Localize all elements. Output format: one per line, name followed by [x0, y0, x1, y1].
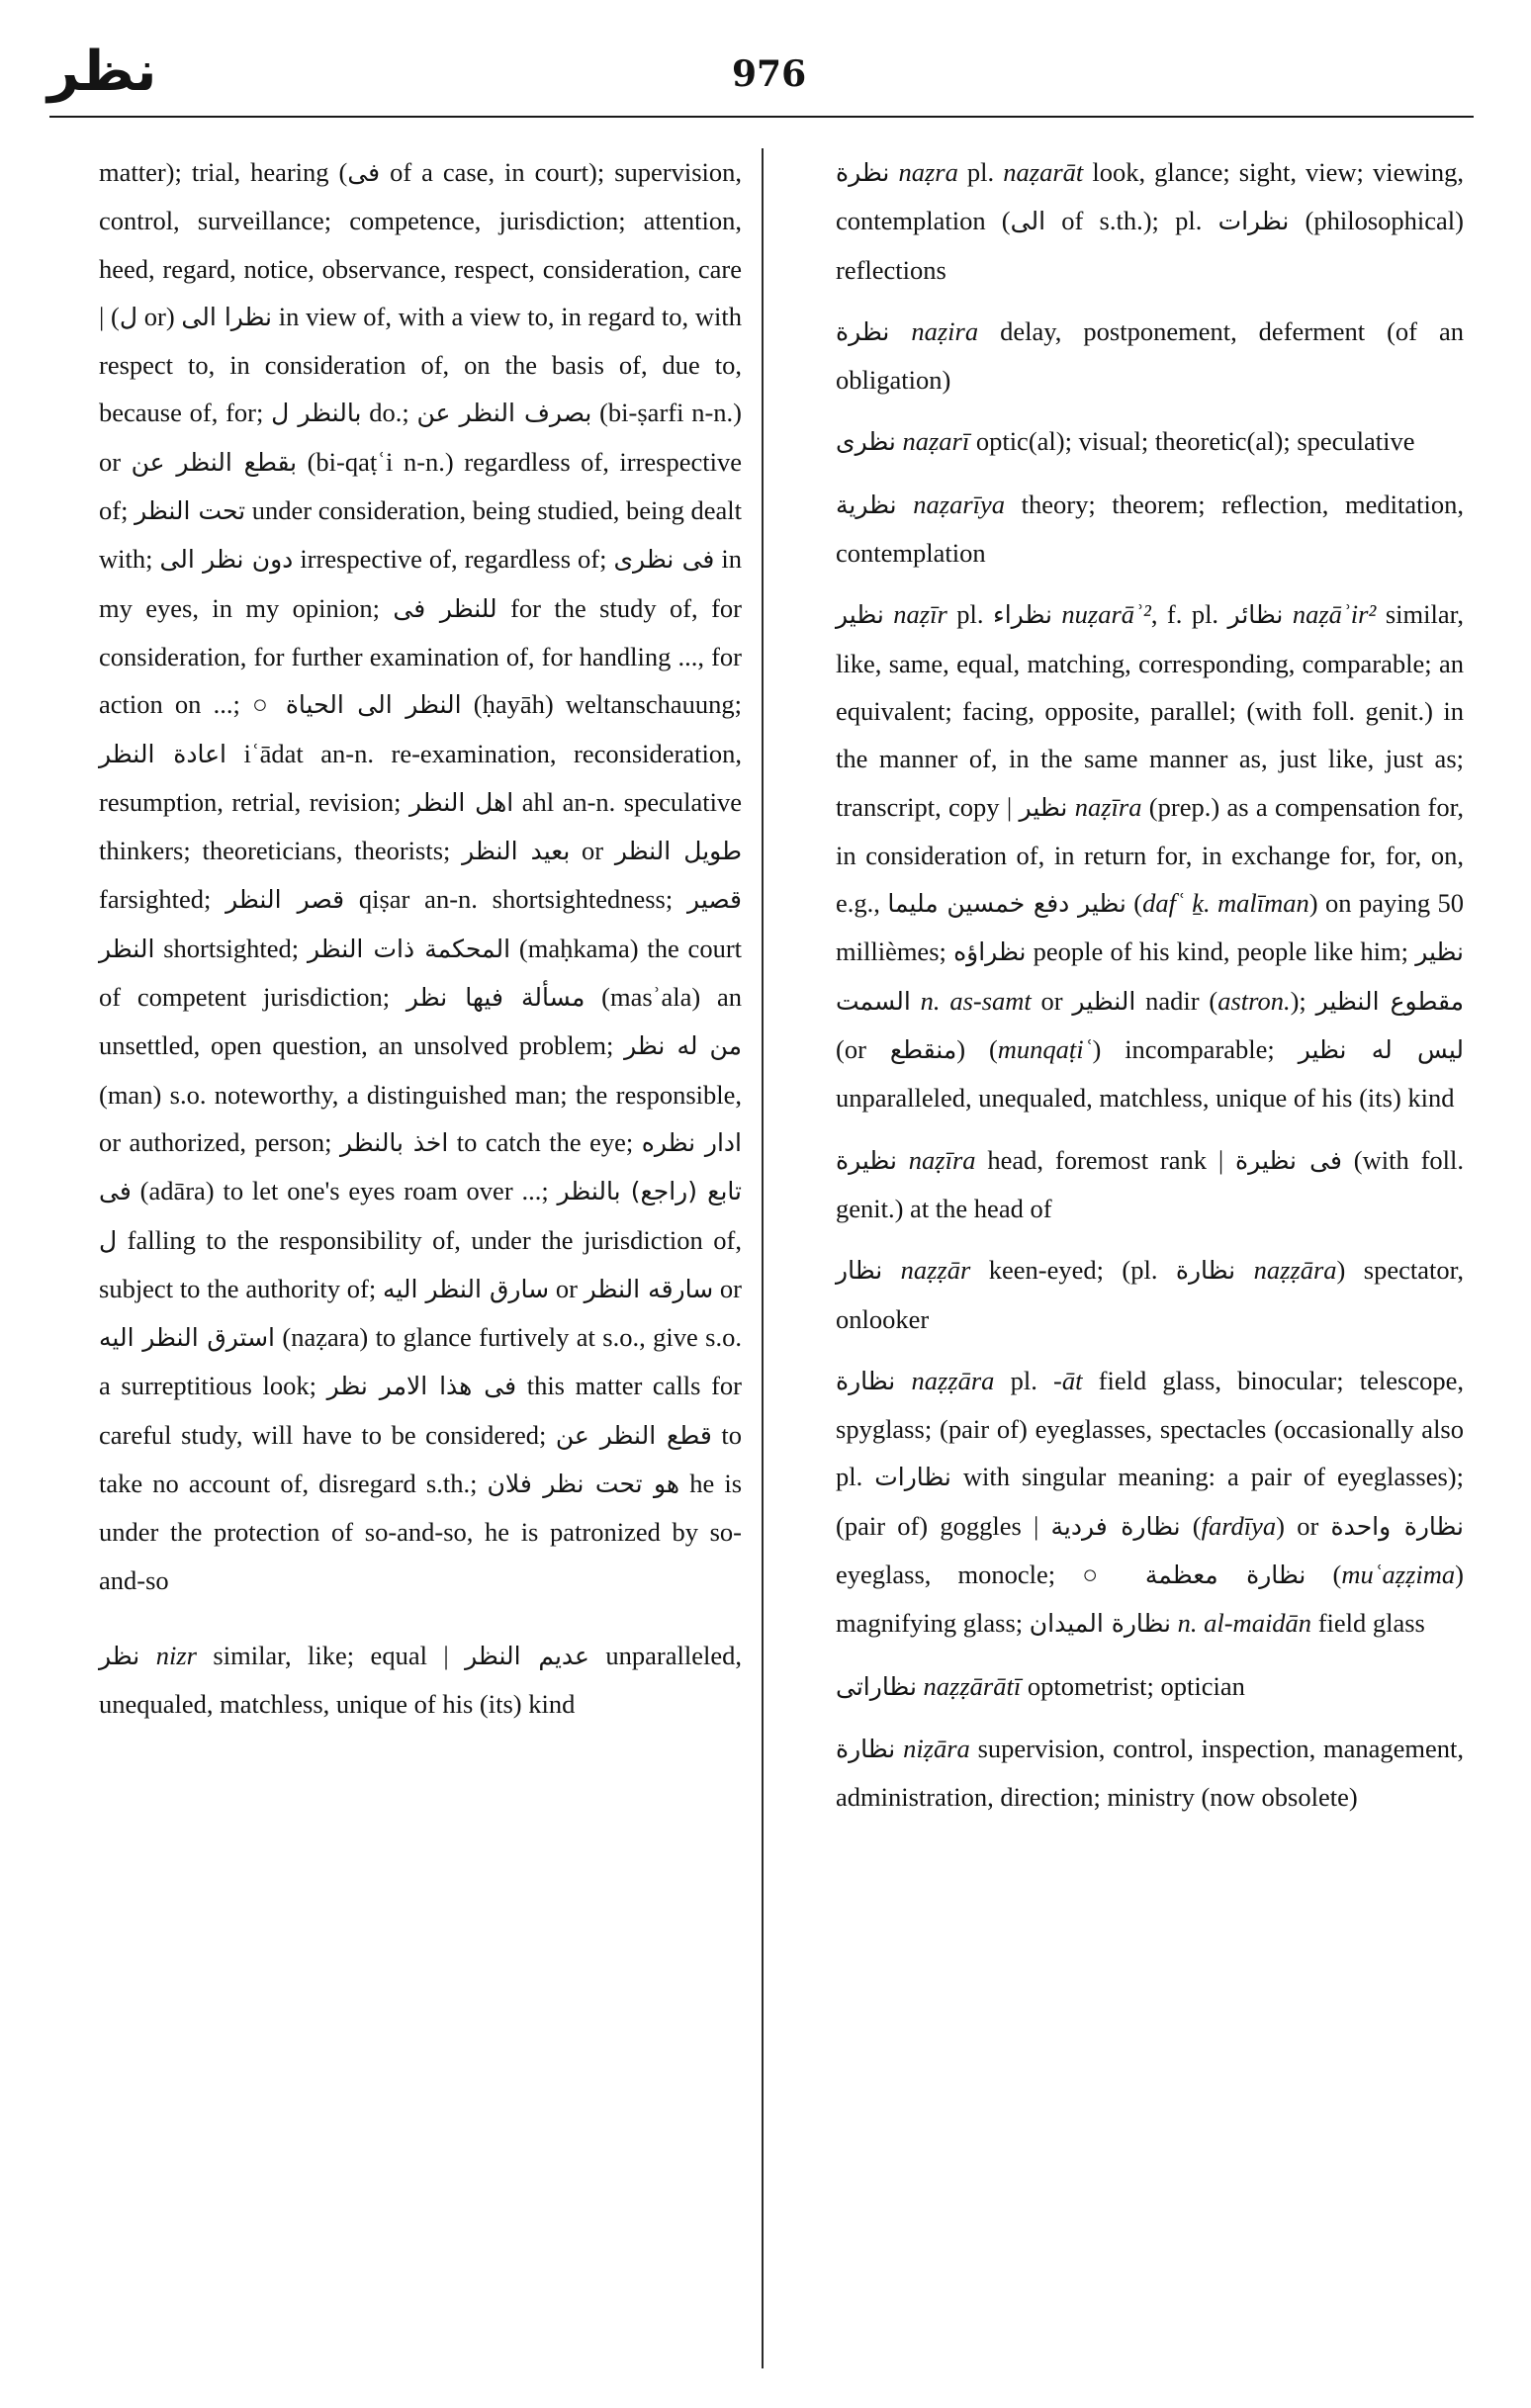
- definition-text: [917, 1671, 924, 1701]
- definition-text: (: [1306, 1560, 1342, 1590]
- arabic-term: ﻧﻈﺎرة ﻣﻌﻈﻤﺔ: [1144, 1561, 1306, 1590]
- definition-text: pl.: [957, 157, 1004, 187]
- definition-text: (with foll. genit.) at the head of: [836, 1144, 1464, 1223]
- arabic-term: ﻧﻈﺎرة: [836, 1366, 896, 1395]
- arabic-term: ﺳﺎرﻗﻪ اﻟﻨﻈﺮ: [584, 1274, 714, 1303]
- arabic-term: ﻧﻈﺎﺋﺮ: [1227, 600, 1284, 630]
- definition-text: pl.: [946, 599, 993, 630]
- definition-text: or): [137, 301, 182, 331]
- definition-text: [897, 1145, 909, 1175]
- definition-text: eyeglass, monocle; ○: [836, 1560, 1145, 1590]
- dictionary-entry-nizr: [99, 1632, 742, 1729]
- arabic-term: ﻧﻈﺮى: [836, 427, 896, 457]
- arabic-term: ﻧﻈﺎرة: [836, 1734, 896, 1763]
- arabic-term: ﻟﻠﻨﻈﺮ ﻓﻰ: [393, 593, 497, 623]
- dictionary-entry: [836, 1357, 1464, 1649]
- arabic-term: ﻓﻰ ﻧﻈﺮى: [613, 545, 715, 575]
- arabic-term: ﻧﻈﺮة: [836, 316, 890, 346]
- definition-text: optometrist; optician: [1021, 1670, 1245, 1701]
- definition-text: delay, postponement, deferment (of an obligation): [836, 315, 1464, 396]
- transliteration: naẓarīya: [913, 489, 1006, 519]
- definition-text: people of his kind, people like him;: [1026, 936, 1416, 967]
- definition-text: theory; theorem; reflection, meditation, contemplation: [836, 489, 1465, 569]
- dictionary-entry: [836, 590, 1464, 1121]
- arabic-term: ﻧﻈﺎرة اﻟﻤﻴﺪان: [1029, 1609, 1171, 1639]
- transliteration: muʿaẓẓima: [1341, 1560, 1456, 1590]
- definition-text: (naẓara) to glance furtively at s.o., give s.o. a surreptitious look;: [99, 1322, 742, 1401]
- transliteration: astron.: [1217, 985, 1291, 1016]
- arabic-term: اﻋﺎدة اﻟﻨﻈﺮ: [99, 739, 226, 768]
- arabic-term: ﻣﻦ ﻟﻪ ﻧﻈﺮ: [624, 1031, 742, 1061]
- arabic-term: اﻫﻞ اﻟﻨﻈﺮ: [408, 787, 514, 817]
- arabic-term: اﺳﺘﺮق اﻟﻨﻈﺮ اﻟﻴﻪ: [99, 1323, 275, 1353]
- definition-text: field glass, binocular; telescope, spyglass; (pair of) eyeglasses, spectacles (occasionally also pl.: [836, 1365, 1465, 1492]
- arabic-term: ﻧﻈﺎرات: [874, 1463, 951, 1492]
- arabic-term: ﺑﺎﻟﻨﻈﺮ ل: [271, 399, 362, 428]
- definition-text: of s.th.); pl.: [1045, 206, 1218, 236]
- arabic-term: ﻃﻮﻳﻞ اﻟﻨﻈﺮ: [614, 837, 742, 866]
- definition-text: ) on paying 50 millièmes;: [836, 888, 1465, 967]
- definition-text: (ḥayāh) weltanschauung;: [461, 689, 742, 720]
- definition-text: ) incomparable;: [1092, 1034, 1299, 1065]
- arabic-term: ﻓﻰ ﻫﺬا اﻻﻣﺮ ﻧﻈﺮ: [326, 1372, 517, 1401]
- definition-text: or: [1031, 985, 1073, 1016]
- definition-text: [895, 1366, 911, 1395]
- definition-text: or: [713, 1273, 742, 1303]
- definition-text: similar, like, same, equal, matching, corresponding, comparable; an equivalent; facing, opposite, parallel; (with foll. genit.) in the manner of, in the same manner as, just like, just as; transcript, copy |: [836, 599, 1464, 822]
- dictionary-entry: [836, 1246, 1464, 1343]
- definition-text: [884, 599, 893, 629]
- dictionary-entry: [836, 1662, 1464, 1711]
- definition-text: ) magnifying glass;: [836, 1560, 1464, 1639]
- definition-text: ) (: [956, 1034, 998, 1065]
- arabic-term: ﻓﻰ: [347, 158, 381, 187]
- transliteration: naẓra: [898, 157, 958, 187]
- definition-text: (bi-qaṭʿi n-n.) regardless of, irrespective of;: [99, 446, 743, 526]
- transliteration: naẓarī: [902, 426, 970, 457]
- dictionary-entry: [836, 1725, 1464, 1822]
- definition-text: with singular meaning: a pair of eyeglasses); (pair of) goggles |: [836, 1462, 1464, 1541]
- transliteration: naẓarāt: [1003, 157, 1084, 187]
- arabic-term: ﺑﻌﻴﺪ اﻟﻨﻈﺮ: [462, 837, 571, 866]
- transliteration: naẓira: [911, 315, 979, 346]
- transliteration: munqaṭiʿ: [997, 1034, 1093, 1065]
- arabic-term: اﺧﺬ ﺑﺎﻟﻨﻈﺮ: [339, 1127, 449, 1157]
- transliteration: naẓẓāra: [911, 1365, 995, 1395]
- transliteration: nuẓarāʾ²: [1061, 599, 1151, 630]
- definition-text: );: [1290, 985, 1316, 1016]
- definition-text: qiṣar an-n. shortsightedness;: [344, 884, 688, 915]
- arabic-term: ﻧﻈﻴﺮ دﻓﻊ ﺧﻤﺴﻴﻦ ﻣﻠﻴﻤﺎ: [887, 889, 1126, 919]
- definition-text: unparalleled, unequaled, matchless, unique of his (its) kind: [99, 1640, 742, 1720]
- arabic-term: ﻧﻈﻴﺮ اﻟﺴﻤﺖ: [836, 937, 1465, 1016]
- definition-text: field glass: [1311, 1608, 1425, 1639]
- definition-text: or: [570, 836, 615, 866]
- definition-text: optic(al); visual; theoretic(al); speculative: [969, 426, 1415, 457]
- definition-text: pl.: [994, 1365, 1054, 1395]
- arabic-term: ﺗﺤﺖ اﻟﻨﻈﺮ: [135, 496, 246, 526]
- transliteration: naẓẓārātī: [923, 1670, 1022, 1701]
- transliteration: naẓāʾir²: [1292, 599, 1377, 630]
- arabic-term: ﻧﻈﺮة: [836, 158, 890, 187]
- left-column: [99, 148, 742, 1729]
- phrase-arabic: ﻋﺪﻳﻢ اﻟﻨﻈﺮ: [465, 1641, 589, 1670]
- headword-arabic: ﻧﻈﺮ: [99, 1641, 140, 1670]
- arabic-term: ﻣﻘﻄﻮع اﻟﻨﻈﻴﺮ: [1315, 986, 1464, 1016]
- definition-text: to catch the eye;: [448, 1126, 642, 1157]
- definition-text: [897, 490, 914, 519]
- arabic-term: ﺑﻘﻄﻊ اﻟﻨﻈﺮ ﻋﻦ: [131, 447, 298, 477]
- definition-text: ) or: [1276, 1510, 1331, 1541]
- arabic-term: ل: [119, 302, 138, 331]
- definition-text: falling to the responsibility of, under the jurisdiction of, subject to the authority of;: [99, 1224, 742, 1303]
- arabic-term: ﻧﻈﺎر: [836, 1256, 883, 1286]
- continuation-entry: [99, 148, 742, 1604]
- definition-text: nadir (: [1135, 985, 1218, 1016]
- definition-text: (man) s.o. noteworthy, a distinguished man; the responsible, or authorized, person;: [99, 1079, 742, 1157]
- definition-text: shortsighted;: [154, 933, 308, 963]
- definition-text: keen-eyed; (pl.: [970, 1255, 1176, 1286]
- dictionary-entry: [836, 417, 1464, 466]
- definition-text: irrespective of, regardless of;: [293, 544, 614, 575]
- column-divider: [762, 148, 764, 2368]
- arabic-term: ﻧﻈﺮات: [1217, 207, 1290, 236]
- arabic-term: ﻗﺼﻴﺮ اﻟﻨﻈﺮ: [99, 885, 742, 963]
- arabic-term: ﻗﺼﺮ اﻟﻨﻈﺮ: [225, 885, 345, 915]
- definition-text: (or: [836, 1034, 890, 1065]
- transliteration: n. al-maidān: [1177, 1608, 1312, 1639]
- arabic-term: اﻟﻤﺤﻜﻤﺔ ذات اﻟﻨﻈﺮ: [307, 934, 511, 963]
- definition-text: (prep.) as a compensation for, in consideration of, in return for, in exchange for, for, on, e.g.,: [836, 791, 1464, 919]
- arabic-term: ﻣﺴﺄﻟﺔ ﻓﻴﻬﺎ ﻧﻈﺮ: [405, 983, 585, 1013]
- arabic-term: دون ﻧﻈﺮ اﻟﻰ: [159, 545, 294, 575]
- definition-text: farsighted;: [99, 884, 226, 915]
- arabic-term: ﻧﻈﻴﺮ: [1019, 792, 1068, 822]
- definition-text: similar, like; equal |: [196, 1640, 466, 1670]
- definition-text: [882, 1255, 900, 1285]
- definition-text: look, glance; sight, view; viewing, contemplation (: [836, 157, 1464, 236]
- headword-translit: nizr: [155, 1640, 197, 1670]
- definition-text: under consideration, being studied, being dealt with;: [99, 495, 743, 575]
- arabic-term: ﻧﻈﺮﻳﺔ: [836, 490, 897, 519]
- arabic-term: ﻧﻈﺮاؤه: [953, 937, 1027, 967]
- arabic-term: ﺑﺼﺮف اﻟﻨﻈﺮ ﻋﻦ: [416, 399, 592, 428]
- arabic-term: ﺗﺎﺑﻊ (راﺟﻊ) ﺑﺎﻟﻨﻈﺮ ل: [99, 1177, 742, 1255]
- header-rule: [49, 116, 1474, 118]
- arabic-term: ﻧﻈﺮا اﻟﻰ: [181, 302, 273, 331]
- definition-text: [895, 1734, 903, 1763]
- arabic-term: ﻧﻈﺎرة: [1175, 1256, 1236, 1286]
- definition-text: (maḥkama) the court of competent jurisdiction;: [99, 933, 742, 1013]
- arabic-term: ادار ﻧﻈﺮه ﻓﻰ: [99, 1127, 742, 1206]
- arabic-term: ﻗﻄﻊ اﻟﻨﻈﺮ ﻋﻦ: [555, 1420, 712, 1450]
- definition-text: [1235, 1255, 1253, 1285]
- arabic-term: ﻧﻈﺎراﺗﻰ: [836, 1671, 917, 1701]
- definition-text: he is under the protection of so-and-so, he is patronized by so-and-so: [99, 1469, 743, 1595]
- arabic-term: ﺳﺎرق اﻟﻨﻈﺮ اﻟﻴﻪ: [382, 1274, 550, 1303]
- arabic-term: ﻧﻈﺎرة واﺣﺪة: [1330, 1511, 1464, 1541]
- definition-text: of a case, in court); supervision, control, surveillance; competence, jurisdiction; attention, heed, regard, notice, observance, respect, consideration, care | (: [99, 157, 743, 331]
- transliteration: fardīya: [1201, 1510, 1277, 1541]
- definition-text: (: [1126, 888, 1143, 919]
- transliteration: niẓāra: [903, 1733, 970, 1763]
- definition-text: [1283, 599, 1292, 629]
- definition-text: [1171, 1608, 1178, 1638]
- definition-text: do.;: [361, 398, 417, 428]
- arabic-term: ﻧﻈﻴﺮة: [836, 1145, 897, 1175]
- arabic-term: اﻟﻨﻈﻴﺮ: [1072, 986, 1136, 1016]
- definition-text: ) spectator, onlooker: [836, 1255, 1465, 1334]
- definition-text: (philosophical) reflections: [836, 206, 1464, 285]
- arabic-term: اﻟﻨﻈﺮ اﻟﻰ اﻟﺤﻴﺎة: [285, 690, 462, 720]
- transliteration: naẓīra: [1074, 791, 1142, 822]
- transliteration: -āt: [1053, 1365, 1083, 1395]
- dictionary-entry: [836, 481, 1464, 578]
- definition-text: to take no account of, disregard s.th.;: [99, 1419, 742, 1499]
- definition-text: [889, 316, 911, 346]
- definition-text: for the study of, for consideration, for further examination of, for handling ..., for action on ...; ○: [99, 592, 742, 720]
- definition-text: , f. pl.: [1150, 599, 1228, 630]
- definition-text: [911, 986, 921, 1016]
- definition-text: in my eyes, in my opinion;: [99, 544, 742, 623]
- definition-text: in view of, with a view to, in regard to, with respect to, in consideration of, on the basis of, due to, because of, for;: [99, 301, 742, 428]
- transliteration: naẓīra: [908, 1144, 976, 1175]
- arabic-term: ﻧﻈﺎرة ﻓﺮدﻳﺔ: [1050, 1511, 1181, 1541]
- page-number: 976: [732, 53, 807, 95]
- definition-text: unparalleled, unequaled, matchless, unique of his (its) kind: [836, 1083, 1455, 1114]
- transliteration: naẓẓār: [900, 1255, 971, 1286]
- arabic-term: اﻟﻰ: [1010, 207, 1046, 236]
- definition-text: (adāra) to let one's eyes roam over ...;: [131, 1176, 558, 1206]
- definition-text: supervision, control, inspection, management, administration, direction; ministry (now obsolete): [836, 1733, 1465, 1813]
- transliteration: naẓẓāra: [1253, 1255, 1337, 1286]
- definition-text: ahl an-n. speculative thinkers; theoreticians, theorists;: [99, 786, 742, 866]
- arabic-term: ﻧﻈﻴﺮ: [836, 600, 884, 630]
- dictionary-entry: [836, 148, 1464, 294]
- transliteration: naẓīr: [893, 599, 947, 630]
- dictionary-entry: [836, 1136, 1464, 1233]
- definition-text: (bi-ṣarfi n-n.) or: [99, 398, 742, 477]
- arabic-term: ﻓﻰ ﻧﻈﻴﺮة: [1235, 1145, 1342, 1175]
- definition-text: matter); trial, hearing (: [99, 157, 348, 187]
- transliteration: dafʿ ḵ. malīman: [1142, 888, 1309, 919]
- definition-text: [1067, 792, 1074, 822]
- arabic-term: ﻫﻮ ﺗﺤﺖ ﻧﻈﺮ ﻓﻼن: [487, 1470, 680, 1499]
- definition-text: iʿādat an-n. re-examination, reconsideration, resumption, retrial, revision;: [99, 738, 742, 817]
- definition-text: or: [549, 1273, 585, 1303]
- transliteration: n. as-samt: [920, 985, 1032, 1016]
- dictionary-entry: [836, 308, 1464, 404]
- definition-text: [1052, 599, 1061, 629]
- definition-text: head, foremost rank |: [975, 1144, 1236, 1175]
- definition-text: (masʾala) an unsettled, open question, an unsolved problem;: [99, 982, 742, 1061]
- definition-text: this matter calls for careful study, will have to be considered;: [99, 1371, 742, 1450]
- definition-text: (: [1180, 1510, 1202, 1541]
- arabic-term: ﻣﻨﻘﻄﻊ: [889, 1035, 957, 1065]
- arabic-term: ﻟﻴﺲ ﻟﻪ ﻧﻈﻴﺮ: [1298, 1035, 1464, 1065]
- arabic-term: ﻧﻈﺮاء: [992, 600, 1052, 630]
- right-column: [836, 148, 1464, 1822]
- guide-word: نظر: [47, 40, 157, 104]
